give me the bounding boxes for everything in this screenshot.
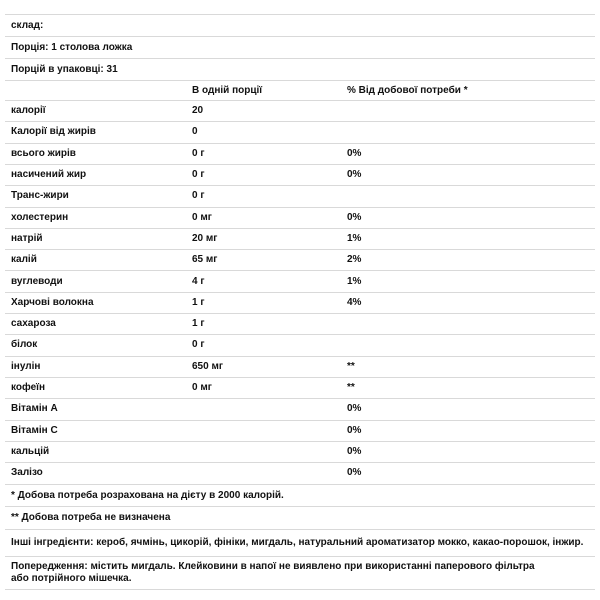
servings-per-pack: Порцій в упаковці: 31 [11,63,118,75]
amount-per-serving: 20 [192,105,204,117]
amount-per-serving: 20 мг [192,232,218,244]
amount-per-serving: 1 г [192,318,205,330]
composition-label: склад: [11,19,44,31]
footnote-not-established-row [5,506,595,529]
nutrient-name: інулін [11,360,41,372]
daily-value-percent: ** [347,360,355,372]
nutrient-name: Залізо [11,467,43,479]
amount-per-serving: 0 мг [192,382,212,394]
daily-value-percent: 4% [347,296,362,308]
amount-per-serving: 65 мг [192,254,218,266]
daily-value-percent: 0% [347,169,362,181]
table-row [5,249,595,270]
table-row [5,462,595,483]
nutrient-name: калорії [11,105,46,117]
table-row [5,334,595,355]
amount-per-serving: 0 мг [192,211,212,223]
table-row [5,398,595,419]
table-row [5,441,595,462]
allergen-warning: Попередження: містить мигдаль. Клейковини в напої не виявлено при використанні паперового фільтра або потрійного мішечка. [11,561,535,584]
table-header-row [5,80,595,100]
footnote-not-established: ** Добова потреба не визначена [11,512,171,523]
table-row [5,270,595,291]
daily-value-percent: 2% [347,254,362,266]
nutrient-name: калій [11,254,37,266]
column-header-per-serving: В одній порції [192,84,263,96]
other-ingredients: Інші інгредієнти: кероб, ячмінь, цикорій, фініки, мигдаль, натуральний ароматизатор мокко, какао-порошок, інжир. [11,537,584,548]
daily-value-percent: 0% [347,445,362,457]
daily-value-percent: 0% [347,211,362,223]
daily-value-percent: 1% [347,232,362,244]
serving-size: Порція: 1 столова ложка [11,41,133,53]
table-row [5,313,595,334]
warning-row [5,556,595,590]
nutrient-name: холестерин [11,211,69,223]
table-row [5,121,595,142]
nutrient-name: Вітамін А [11,403,58,415]
table-row [5,207,595,228]
footnote-daily-value: * Добова потреба розрахована на дієту в 2000 калорій. [11,489,284,501]
nutrient-name: натрій [11,232,43,244]
daily-value-percent: 0% [347,424,362,436]
column-header-daily-value: % Від добової потреби * [347,84,468,96]
nutrient-name: насичений жир [11,169,87,181]
table-row [5,100,595,121]
serving-size-row [5,36,595,58]
amount-per-serving: 650 мг [192,360,224,372]
daily-value-percent: 0% [347,403,362,415]
table-row [5,420,595,441]
amount-per-serving: 0 г [192,147,205,159]
nutrient-name: Вітамін С [11,424,58,436]
ingredients-row [5,529,595,556]
composition-row [5,14,595,36]
daily-value-percent: ** [347,382,355,394]
daily-value-percent: 1% [347,275,362,287]
table-row [5,356,595,377]
nutrient-name: білок [11,339,38,351]
nutrient-name: кальцій [11,445,50,457]
amount-per-serving: 0 г [192,339,205,351]
amount-per-serving: 0 г [192,169,205,181]
table-row [5,292,595,313]
table-row [5,164,595,185]
amount-per-serving: 0 [192,126,198,138]
nutrient-name: Харчові волокна [11,296,94,308]
nutrient-name: вуглеводи [11,275,63,287]
nutrient-name: сахароза [11,318,56,330]
table-row [5,185,595,206]
amount-per-serving: 1 г [192,296,205,308]
table-row [5,377,595,398]
amount-per-serving: 0 г [192,190,205,202]
amount-per-serving: 4 г [192,275,205,287]
daily-value-percent: 0% [347,467,362,479]
table-row [5,228,595,249]
servings-per-pack-row [5,58,595,80]
nutrient-name: кофеїн [11,382,46,394]
nutrient-name: Транс-жири [11,190,69,202]
daily-value-percent: 0% [347,147,362,159]
table-row [5,143,595,164]
footnote-daily-value-row [5,484,595,506]
nutrient-name: Калорії від жирів [11,126,96,138]
nutrient-name: всього жирів [11,147,76,159]
